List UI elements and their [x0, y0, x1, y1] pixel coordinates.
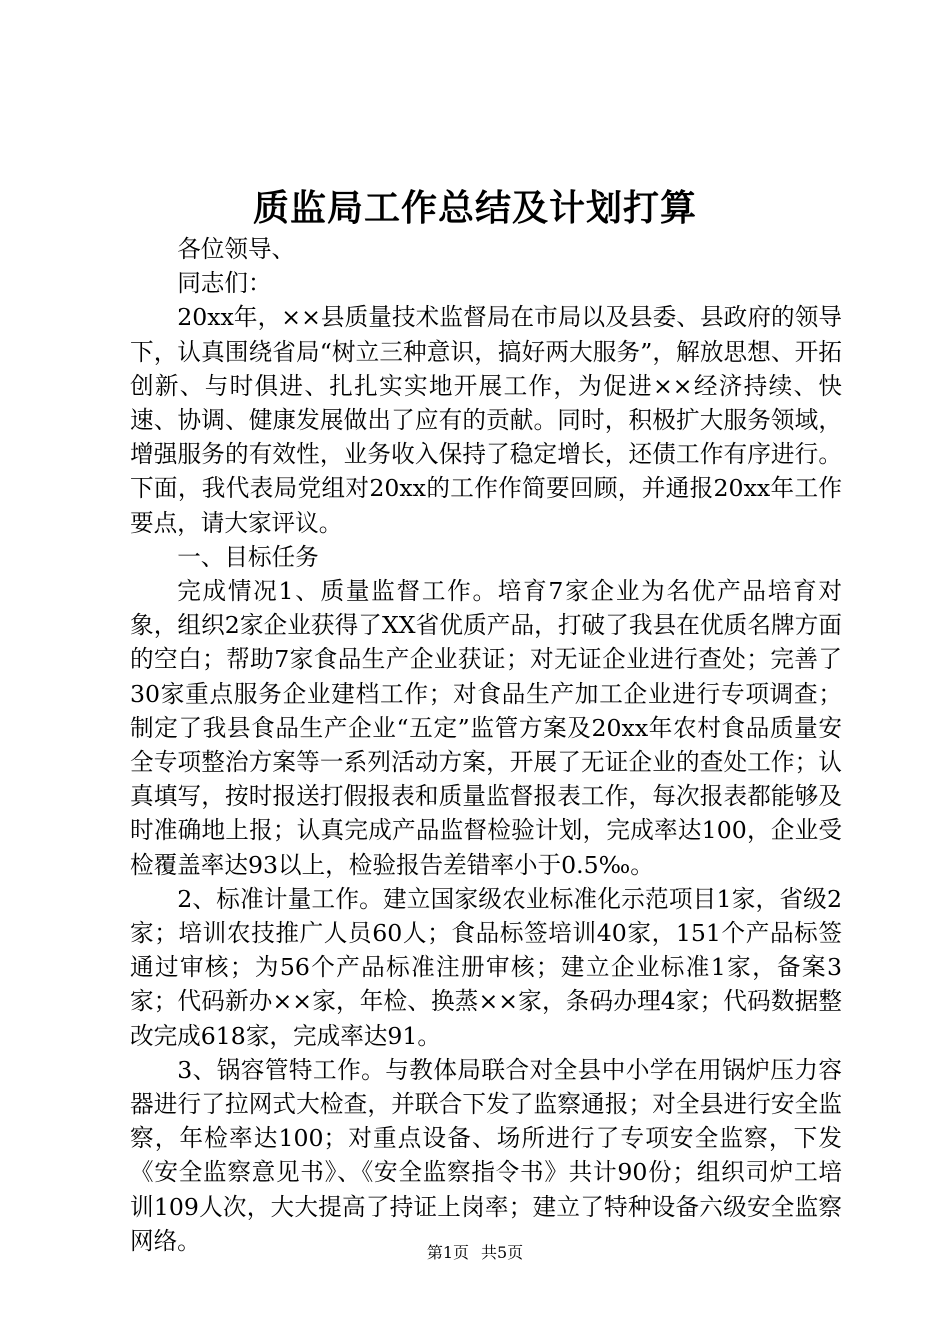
section-heading: 一、目标任务 — [177, 542, 319, 571]
page-footer — [0, 1241, 950, 1265]
document-title: 质监局工作总结及计划打算 — [252, 187, 697, 229]
document-body — [130, 232, 842, 1258]
page-total: 共5页 — [481, 1243, 524, 1262]
salutation-line-1: 各位领导、 — [177, 235, 296, 263]
page-number: 第1页 — [426, 1243, 469, 1262]
intro-paragraph: 20xx年，××县质量技术监督局在市局以及县委、县政府的领导下，认真围绕省局“树立三种意识，搞好两大服务”，解放思想、开拓创新、与时俱进、扎扎实实地开展工作，为促进××经济持续、快速、协调、健康发展做出了应有的贡献。同时，积极扩大服务领域，增强服务的有效性，业务收入保持了稳定增长，还债工作有序进行。下面，我代表局党组对20xx的工作作简要回顾，并通报20xx年工作要点，请大家评议。 — [130, 303, 842, 537]
salutation-line-2: 同志们： — [177, 269, 272, 298]
boiler-pressure-paragraph: 3、锅容管特工作。与教体局联合对全县中小学在用锅炉压力容器进行了拉网式大检查，并联合下发了监察通报；对全县进行安全监察，年检率达100；对重点设备、场所进行了专项安全监察，下发《安全监察意见书》、《安全监察指令书》共计90份；组织司炉工培训109人次，大大提高了持证上岗率；建立了特种设备六级安全监察网络。 — [130, 1055, 842, 1255]
standards-metrology-paragraph: 2、标准计量工作。建立国家级农业标准化示范项目1家，省级2家；培训农技推广人员60人；食品标签培训40家，151个产品标签通过审核；为56个产品标准注册审核；建立企业标准1家，备案3家；代码新办××家，年检、换蒸××家，条码办理4家；代码数据整改完成618家，完成率达91。 — [130, 884, 842, 1050]
quality-supervision-paragraph: 完成情况1、质量监督工作。培育7家企业为名优产品培育对象，组织2家企业获得了XX省优质产品，打破了我县在优质名牌方面的空白；帮助7家食品生产企业获证；对无证企业进行查处；完善了30家重点服务企业建档工作；对食品生产加工企业进行专项调查；制定了我县食品生产企业“五定”监管方案及20xx年农村食品质量安全专项整治方案等一系列活动方案，开展了无证企业的查处工作；认真填写，按时报送打假报表和质量监督报表工作，每次报表都能够及时准确地上报；认真完成产品监督检验计划，完成率达100，企业受检覆盖率达93以上，检验报告差错率小于0.5‰。 — [130, 577, 842, 879]
